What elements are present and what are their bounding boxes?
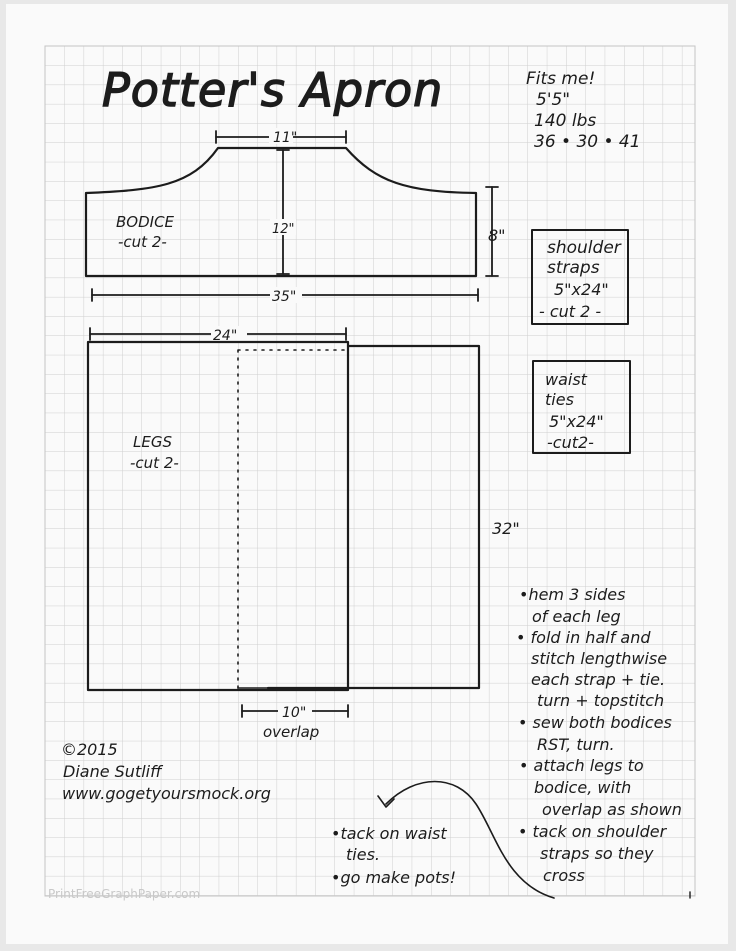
instruction-line: turn + topstitch [537, 691, 665, 710]
fit-heading: Fits me! [526, 69, 596, 89]
bodice-cut: -cut 2- [118, 233, 167, 251]
ties-line2: ties [545, 390, 574, 409]
fit-height: 5'5" [536, 90, 571, 110]
fit-measurements: 36 • 30 • 41 [534, 132, 641, 152]
author-website: www.gogetyoursmock.org [62, 784, 271, 803]
instruction-line: bodice, with [534, 778, 632, 797]
copyright: ©2015 [61, 740, 118, 759]
instruction-line: RST, turn. [537, 735, 615, 754]
instruction-line: • attach legs to [519, 756, 644, 775]
instruction-line: each strap + tie. [531, 670, 666, 689]
bodice-center-height: 12" [272, 222, 295, 237]
ties-size: 5"x24" [549, 412, 604, 431]
author-name: Diane Sutliff [63, 762, 162, 781]
bodice-total-width: 35" [272, 289, 297, 305]
instruction-line: overlap as shown [542, 800, 682, 819]
instruction-line: • fold in half and [516, 628, 651, 647]
final-step-line: •tack on waist [331, 824, 447, 843]
bodice-neck-width: 11" [273, 130, 298, 146]
fit-weight: 140 lbs [534, 111, 597, 131]
instruction-line: stitch lengthwise [531, 649, 668, 668]
ties-cut: -cut2- [547, 433, 594, 452]
page-title: Potter's Apron [102, 63, 444, 117]
bodice-side-height: 8" [488, 226, 506, 245]
instruction-line: • sew both bodices [518, 713, 672, 732]
overlap-width: 10" [282, 705, 307, 721]
final-step-line: ties. [346, 845, 380, 864]
legs-cut: -cut 2- [130, 454, 179, 472]
straps-line1: shoulder [547, 238, 621, 258]
bodice-label: BODICE [116, 213, 175, 231]
ties-line1: waist [545, 370, 587, 389]
legs-length: 32" [492, 519, 520, 538]
legs-label: LEGS [133, 433, 172, 451]
straps-size: 5"x24" [554, 280, 609, 299]
watermark: PrintFreeGraphPaper.com [48, 887, 201, 901]
instruction-line: of each leg [532, 607, 621, 626]
overlap-label: overlap [263, 723, 320, 741]
straps-cut: - cut 2 - [539, 302, 602, 321]
instruction-line: • tack on shoulder [518, 822, 667, 841]
final-step-line: •go make pots! [331, 868, 457, 887]
instruction-line: cross [543, 866, 585, 885]
legs-width: 24" [213, 328, 238, 344]
apron-pattern-drawing [6, 4, 728, 944]
graph-paper-sheet [6, 4, 728, 944]
instruction-line: •hem 3 sides [519, 585, 626, 604]
instruction-line: straps so they [540, 844, 654, 863]
straps-line2: straps [547, 258, 600, 278]
